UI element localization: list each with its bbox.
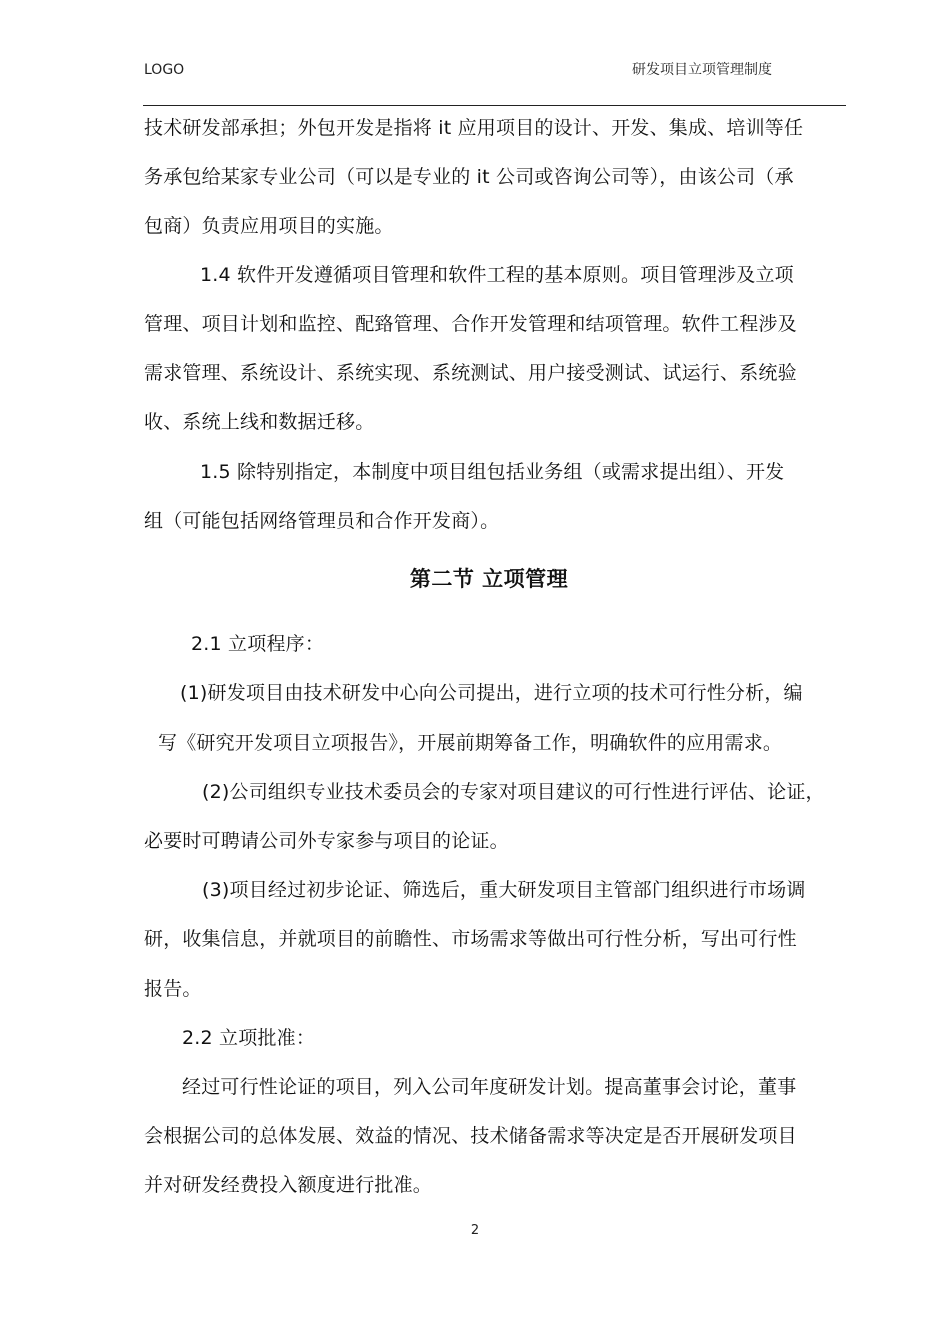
header-logo: LOGO [144, 62, 185, 78]
text-line: 组（可能包括网络管理员和合作开发商）。 [144, 510, 500, 532]
section-heading: 第二节 立项管理 [409, 567, 569, 591]
text-line: (3)项目经过初步论证、筛选后，重大研发项目主管部门组织进行市场调 [202, 879, 806, 901]
text-line: 必要时可聘请公司外专家参与项目的论证。 [144, 830, 509, 852]
text-line: (1)研发项目由技术研发中心向公司提出，进行立项的技术可行性分析，编 [180, 682, 803, 704]
text-line: 务承包给某家专业公司（可以是专业的 it 公司或咨询公司等），由该公司（承 [144, 166, 794, 188]
page-number: 2 [470, 1223, 480, 1238]
text-line: 技术研发部承担；外包开发是指将 it 应用项目的设计、开发、集成、培训等任 [144, 117, 804, 139]
subheading-2-1: 2.1 立项程序： [191, 633, 325, 655]
subheading-2-2: 2.2 立项批准： [182, 1027, 316, 1049]
text-line: 管理、项目计划和监控、配臵管理、合作开发管理和结项管理。软件工程涉及 [144, 313, 797, 335]
text-line: 会根据公司的总体发展、效益的情况、技术储备需求等决定是否开展研发项目 [144, 1125, 797, 1147]
text-line: 报告。 [144, 978, 202, 1000]
text-line: 包商）负责应用项目的实施。 [144, 215, 394, 237]
header-document-title: 研发项目立项管理制度 [632, 62, 772, 78]
text-line: 1.4 软件开发遵循项目管理和软件工程的基本原则。项目管理涉及立项 [200, 264, 794, 286]
text-line: (2)公司组织专业技术委员会的专家对项目建议的可行性进行评估、论证， [202, 781, 825, 803]
text-line: 1.5 除特别指定，本制度中项目组包括业务组（或需求提出组）、开发 [200, 461, 785, 483]
header-divider [143, 105, 846, 106]
text-line: 写《研究开发项目立项报告》，开展前期筹备工作，明确软件的应用需求。 [158, 732, 783, 754]
text-line: 收、系统上线和数据迁移。 [144, 411, 375, 433]
text-line: 并对研发经费投入额度进行批准。 [144, 1174, 433, 1196]
text-line: 研，收集信息，并就项目的前瞻性、市场需求等做出可行性分析，写出可行性 [144, 928, 797, 950]
text-line: 需求管理、系统设计、系统实现、系统测试、用户接受测试、试运行、系统验 [144, 362, 797, 384]
text-line: 经过可行性论证的项目，列入公司年度研发计划。提高董事会讨论，董事 [182, 1076, 797, 1098]
